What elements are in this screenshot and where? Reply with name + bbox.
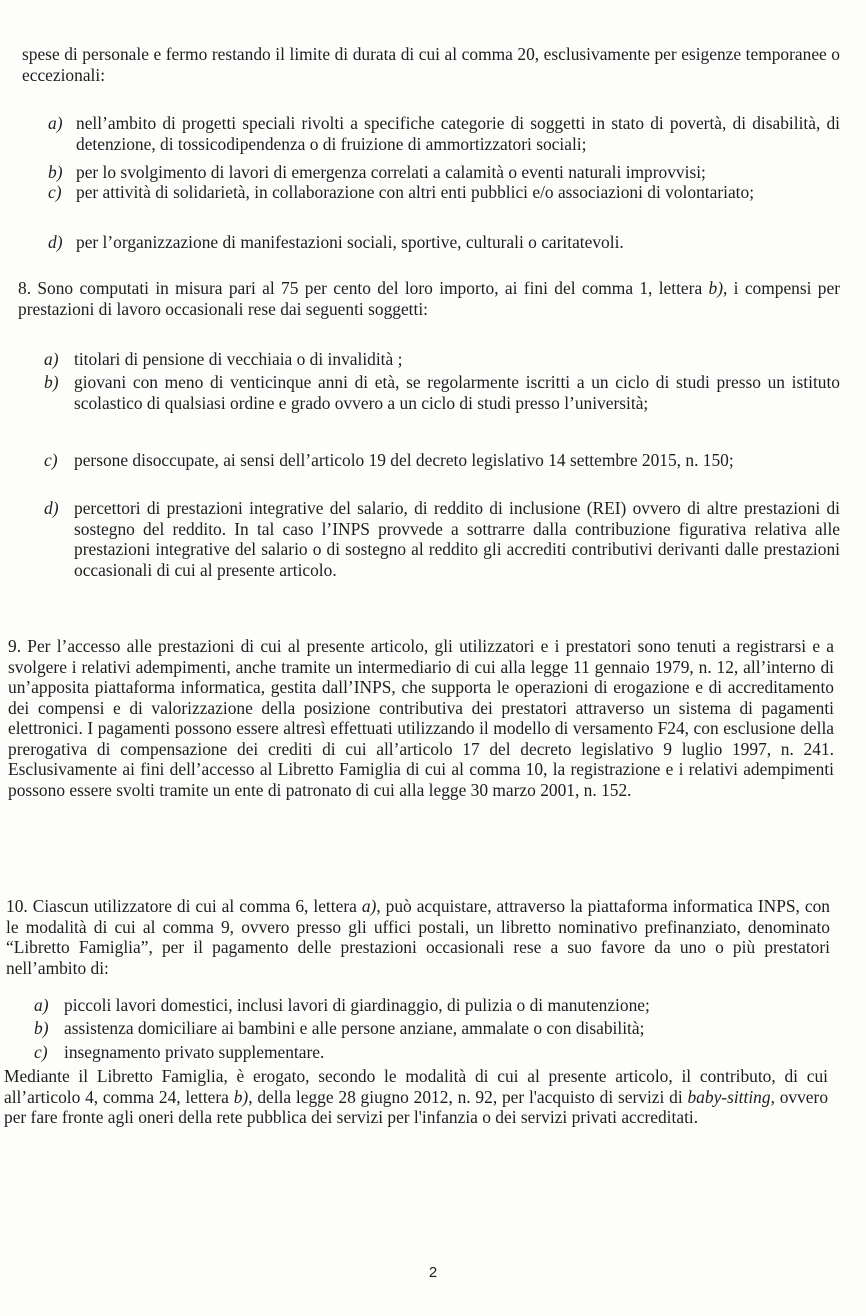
list-item (34, 1042, 830, 1064)
list-item-text: percettori di prestazioni integrative del salario, di reddito di inclusione (REI) ovvero di altre prestazioni di sostegno del reddito. In tal caso l’INPS provvede a sottrarre dalla contribuzione figurativa relativa alle prestazioni integrative del salario o di sostegno al reddito gli accrediti contributivi derivanti dalle prestazioni occasionali di cui al presente articolo. (74, 498, 840, 580)
list-item (44, 349, 840, 371)
paragraph-10 (6, 896, 830, 978)
list-item-label: d) (48, 232, 63, 252)
list-item-text: assistenza domiciliare ai bambini e alle persone anziane, ammalate o con disabilità; (64, 1018, 645, 1038)
paragraph-8-text-start: 8. Sono computati in misura pari al 75 per cento del loro importo, ai fini del comma 1, lettera (18, 278, 709, 298)
closing-text-2: , della legge 28 giugno 2012, n. 92, per l'acquisto di servizi di (248, 1086, 688, 1107)
list-item-text: nell’ambito di progetti speciali rivolti a specifiche categorie di soggetti in stato di povertà, di disabilità, di detenzione, di tossicodipendenza o di fruizione di ammortizzatori sociali; (76, 113, 840, 154)
intro-paragraph (22, 44, 840, 85)
list-item-text: insegnamento privato supplementare. (64, 1042, 325, 1062)
list-item-label: c) (34, 1042, 48, 1062)
list-item-label: b) (48, 162, 63, 182)
list-item-label: a) (48, 113, 63, 133)
list-item (44, 498, 840, 608)
closing-text-3: , ovvero per fare fronte agli oneri della rete pubblica dei servizi per l'infanzia o dei servizi privati accreditati. (4, 1086, 829, 1127)
list-item (44, 372, 840, 438)
closing-babysitting: baby-sitting (687, 1086, 771, 1107)
list-item-label: b) (44, 372, 59, 392)
paragraph-9 (8, 636, 834, 800)
closing-letter: b) (233, 1086, 249, 1107)
paragraph-8-letter: b) (708, 278, 723, 298)
list-item (48, 182, 840, 226)
list-item-text: persone disoccupate, ai sensi dell’articolo 19 del decreto legislativo 14 settembre 2015, n. 150; (74, 450, 734, 470)
paragraph-8 (18, 278, 840, 319)
list-item-text: titolari di pensione di vecchiaia o di invalidità ; (74, 349, 403, 369)
list-item-label: a) (44, 349, 59, 369)
list-item-label: a) (34, 995, 49, 1015)
paragraph-10-letter: a) (361, 896, 377, 916)
list-item-label: c) (48, 182, 62, 202)
list-item (34, 995, 830, 1017)
list-item-text: giovani con meno di venticinque anni di età, se regolarmente iscritti a un ciclo di studi presso un istituto scolastico di qualsiasi ordine e grado ovvero a un ciclo di studi presso l’università; (74, 372, 840, 413)
intro-text: spese di personale e fermo restando il limite di durata di cui al comma 20, esclusivamente per esigenze temporanee o eccezionali: (22, 44, 840, 85)
list-item (44, 450, 840, 494)
paragraph-10-text-end: , può acquistare, attraverso la piattaforma informatica INPS, con le modalità di cui al comma 9, ovvero presso gli uffici postali, un libretto nominativo prefinanziato, denominato “Libretto Famiglia”, per il pagamento delle prestazioni occasionali rese a suo favore da uno o più prestatori nell’ambito di: (6, 896, 830, 978)
paragraph-9-text: 9. Per l’accesso alle prestazioni di cui al presente articolo, gli utilizzatori e i prestatori sono tenuti a registrarsi e a svolgere i relativi adempimenti, anche tramite un intermediario di cui alla legge 11 gennaio 1979, n. 12, all’interno di un’apposita piattaforma informatica, gestita dall’INPS, che supporta le operazioni di erogazione e di accreditamento dei compensi e di valorizzazione della posizione contributiva dei prestatori attraverso un sistema di pagamenti elettronici. I pagamenti possono essere altresì effettuati utilizzando il modello di versamento F24, con esclusione della prerogativa di compensazione dei crediti di cui all’articolo 17 del decreto legislativo 9 luglio 1997, n. 241. Esclusivamente ai fini dell’accesso al Libretto Famiglia di cui al comma 10, la registrazione e i relativi adempimenti possono essere svolti tramite un ente di patronato di cui alla legge 30 marzo 2001, n. 152. (8, 636, 834, 800)
list-item-text: per lo svolgimento di lavori di emergenza correlati a calamità o eventi naturali improvvisi; (76, 162, 706, 182)
list-item-label: b) (34, 1018, 49, 1038)
list-item-text: per attività di solidarietà, in collaborazione con altri enti pubblici e/o associazioni di volontariato; (76, 182, 755, 202)
list-item (34, 1018, 830, 1040)
list-item-label: d) (44, 498, 59, 518)
paragraph-8-text-end: , i compensi per prestazioni di lavoro occasionali rese dai seguenti soggetti: (18, 278, 841, 319)
list-item (48, 162, 840, 184)
page-number: 2 (428, 1264, 438, 1281)
list-item-text: per l’organizzazione di manifestazioni sociali, sportive, culturali o caritatevoli. (76, 232, 624, 252)
closing-paragraph (4, 1066, 828, 1128)
paragraph-10-text-start: 10. Ciascun utilizzatore di cui al comma 6, lettera (6, 896, 362, 916)
list-item (48, 113, 840, 157)
list-item-label: c) (44, 450, 58, 470)
list-item-text: piccoli lavori domestici, inclusi lavori di giardinaggio, di pulizia o di manutenzione; (64, 995, 650, 1015)
closing-text-1: Mediante il Libretto Famiglia, è erogato, secondo le modalità di cui al presente articolo, il contributo, di cui all’articolo 4, comma 24, lettera (4, 1066, 828, 1107)
list-item (48, 232, 840, 254)
